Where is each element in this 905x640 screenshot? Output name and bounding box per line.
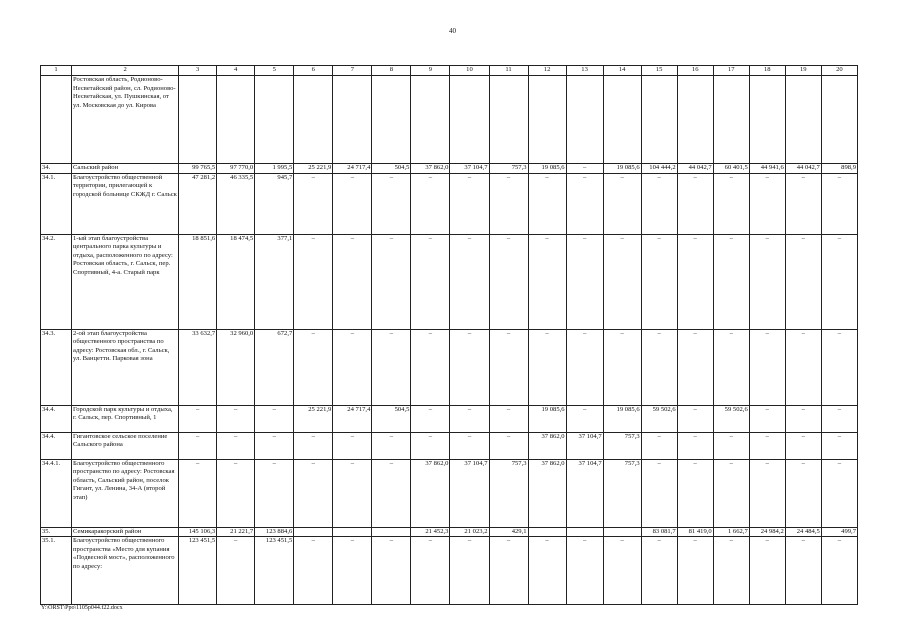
header-cell: 6 bbox=[294, 66, 333, 76]
value-cell: – bbox=[372, 173, 411, 234]
value-cell: 37 104,7 bbox=[450, 459, 489, 527]
value-cell: 83 081,7 bbox=[641, 527, 677, 537]
value-cell: – bbox=[641, 459, 677, 527]
value-cell: 81 419,0 bbox=[677, 527, 713, 537]
value-cell: – bbox=[785, 432, 821, 459]
value-cell: – bbox=[294, 459, 333, 527]
value-cell: – bbox=[372, 329, 411, 405]
budget-table bbox=[40, 65, 858, 605]
value-cell: 504,5 bbox=[372, 164, 411, 174]
header-cell: 7 bbox=[333, 66, 372, 76]
value-cell: – bbox=[528, 173, 566, 234]
value-cell: – bbox=[785, 173, 821, 234]
value-cell: – bbox=[411, 537, 450, 605]
value-cell: – bbox=[677, 329, 713, 405]
value-cell: – bbox=[566, 405, 603, 432]
value-cell: – bbox=[450, 329, 489, 405]
value-cell: – bbox=[713, 432, 749, 459]
value-cell: – bbox=[821, 432, 857, 459]
value-cell: – bbox=[566, 234, 603, 329]
value-cell: 504,5 bbox=[372, 405, 411, 432]
header-cell: 15 bbox=[641, 66, 677, 76]
value-cell: – bbox=[450, 537, 489, 605]
row-index: 34.4. bbox=[41, 405, 72, 432]
value-cell bbox=[450, 76, 489, 164]
header-row bbox=[41, 66, 858, 76]
value-cell: – bbox=[489, 234, 528, 329]
value-cell bbox=[489, 76, 528, 164]
value-cell: – bbox=[179, 405, 217, 432]
value-cell: – bbox=[566, 164, 603, 174]
value-cell: – bbox=[294, 173, 333, 234]
row-index: 34.1. bbox=[41, 173, 72, 234]
value-cell: – bbox=[333, 459, 372, 527]
value-cell bbox=[603, 527, 641, 537]
value-cell: – bbox=[294, 329, 333, 405]
value-cell: – bbox=[333, 537, 372, 605]
value-cell: 59 502,6 bbox=[641, 405, 677, 432]
value-cell bbox=[566, 527, 603, 537]
value-cell: – bbox=[566, 329, 603, 405]
value-cell: – bbox=[749, 173, 785, 234]
value-cell: – bbox=[372, 234, 411, 329]
value-cell: – bbox=[821, 329, 857, 405]
value-cell: 499,7 bbox=[821, 527, 857, 537]
value-cell: 123 451,5 bbox=[179, 537, 217, 605]
value-cell: 59 502,6 bbox=[713, 405, 749, 432]
value-cell: 757,3 bbox=[603, 432, 641, 459]
row-index: 34. bbox=[41, 164, 72, 174]
value-cell: 757,3 bbox=[489, 164, 528, 174]
value-cell bbox=[566, 76, 603, 164]
row-index: 35. bbox=[41, 527, 72, 537]
value-cell: 21 452,3 bbox=[411, 527, 450, 537]
value-cell: – bbox=[489, 432, 528, 459]
row-name: 2-ой этап благоустройства общественного пространства по адресу: Ростовская обл., г. Сальск, ул. Ванцетти. Парковая зона bbox=[72, 329, 179, 405]
table-row bbox=[41, 329, 858, 405]
page-number: 40 bbox=[449, 27, 456, 35]
value-cell: – bbox=[528, 537, 566, 605]
row-index: 34.3. bbox=[41, 329, 72, 405]
value-cell: – bbox=[641, 234, 677, 329]
value-cell: 123 451,5 bbox=[255, 537, 294, 605]
value-cell: – bbox=[255, 405, 294, 432]
row-name: 1-ый этап благоустройства центрального парка культуры и отдыха, расположенного по адресу: Ростовская область, г. Сальск, пер. Спортивный, 4-а. Старый парк bbox=[72, 234, 179, 329]
value-cell: 18 851,6 bbox=[179, 234, 217, 329]
row-index: 34.4.1. bbox=[41, 459, 72, 527]
header-cell: 3 bbox=[179, 66, 217, 76]
header-cell: 14 bbox=[603, 66, 641, 76]
value-cell: – bbox=[677, 537, 713, 605]
value-cell: – bbox=[713, 459, 749, 527]
value-cell: – bbox=[713, 234, 749, 329]
value-cell: 37 104,7 bbox=[450, 164, 489, 174]
table-row bbox=[41, 234, 858, 329]
value-cell: – bbox=[255, 432, 294, 459]
value-cell: – bbox=[821, 234, 857, 329]
value-cell: – bbox=[749, 405, 785, 432]
value-cell: – bbox=[450, 405, 489, 432]
value-cell bbox=[333, 76, 372, 164]
value-cell: 757,3 bbox=[489, 459, 528, 527]
header-cell: 20 bbox=[821, 66, 857, 76]
value-cell: 104 444,2 bbox=[641, 164, 677, 174]
row-name: Благоустройство общественного пространство по адресу: Ростовская область, Сальский район, поселок Гигант, ул. Ленина, 34-А (второй этап) bbox=[72, 459, 179, 527]
value-cell bbox=[294, 527, 333, 537]
value-cell: – bbox=[821, 173, 857, 234]
value-cell bbox=[641, 76, 677, 164]
value-cell: – bbox=[294, 537, 333, 605]
value-cell: 757,3 bbox=[603, 459, 641, 527]
value-cell: 46 335,5 bbox=[217, 173, 255, 234]
value-cell: 44 042,7 bbox=[677, 164, 713, 174]
value-cell bbox=[294, 76, 333, 164]
table-row bbox=[41, 76, 858, 164]
value-cell: 24 717,4 bbox=[333, 164, 372, 174]
header-cell: 11 bbox=[489, 66, 528, 76]
row-name: Семикаракорский район bbox=[72, 527, 179, 537]
value-cell: 18 474,5 bbox=[217, 234, 255, 329]
value-cell: 672,7 bbox=[255, 329, 294, 405]
value-cell: – bbox=[641, 173, 677, 234]
value-cell: – bbox=[677, 405, 713, 432]
value-cell: – bbox=[566, 173, 603, 234]
value-cell bbox=[603, 76, 641, 164]
value-cell: – bbox=[641, 329, 677, 405]
value-cell: 37 104,7 bbox=[566, 432, 603, 459]
value-cell: – bbox=[411, 234, 450, 329]
value-cell: – bbox=[489, 329, 528, 405]
value-cell: – bbox=[217, 405, 255, 432]
value-cell: – bbox=[677, 234, 713, 329]
value-cell bbox=[333, 527, 372, 537]
header-cell: 19 bbox=[785, 66, 821, 76]
value-cell: 24 717,4 bbox=[333, 405, 372, 432]
value-cell bbox=[528, 76, 566, 164]
value-cell: – bbox=[372, 537, 411, 605]
value-cell: – bbox=[785, 405, 821, 432]
value-cell: – bbox=[528, 234, 566, 329]
value-cell: – bbox=[217, 537, 255, 605]
value-cell: – bbox=[785, 537, 821, 605]
value-cell: 898,9 bbox=[821, 164, 857, 174]
value-cell: 97 770,0 bbox=[217, 164, 255, 174]
value-cell: – bbox=[821, 405, 857, 432]
value-cell: – bbox=[785, 329, 821, 405]
value-cell bbox=[821, 76, 857, 164]
value-cell: 25 221,9 bbox=[294, 405, 333, 432]
value-cell: 19 085,6 bbox=[528, 405, 566, 432]
value-cell bbox=[713, 76, 749, 164]
value-cell: – bbox=[713, 173, 749, 234]
value-cell: – bbox=[821, 459, 857, 527]
table-row bbox=[41, 405, 858, 432]
table-row bbox=[41, 459, 858, 527]
value-cell: – bbox=[217, 432, 255, 459]
value-cell: – bbox=[372, 459, 411, 527]
footer-file-path: Y:\ORST\Ppo\1105p044.f22.docx bbox=[41, 605, 123, 611]
value-cell: – bbox=[333, 234, 372, 329]
value-cell: – bbox=[749, 537, 785, 605]
value-cell bbox=[677, 76, 713, 164]
value-cell: – bbox=[179, 459, 217, 527]
value-cell: – bbox=[749, 459, 785, 527]
value-cell: – bbox=[713, 329, 749, 405]
value-cell: – bbox=[489, 405, 528, 432]
value-cell: – bbox=[450, 234, 489, 329]
value-cell: 37 862,0 bbox=[528, 459, 566, 527]
value-cell: – bbox=[677, 432, 713, 459]
value-cell: – bbox=[603, 173, 641, 234]
value-cell: 47 281,2 bbox=[179, 173, 217, 234]
row-name: Ростовская область, Родионово-Несветайский район, сл. Родионово-Несветайская, ул. Пушкинская, от ул. Московская до ул. Кирова bbox=[72, 76, 179, 164]
row-name: Благоустройство общественной территории, прилегающей к городской больнице СКЖД г. Сальск bbox=[72, 173, 179, 234]
value-cell: 99 765,5 bbox=[179, 164, 217, 174]
table-row bbox=[41, 527, 858, 537]
value-cell bbox=[179, 76, 217, 164]
value-cell: 145 106,3 bbox=[179, 527, 217, 537]
value-cell bbox=[372, 76, 411, 164]
value-cell: – bbox=[294, 432, 333, 459]
value-cell: 44 941,6 bbox=[749, 164, 785, 174]
row-name: Гигантовское сельское поселение Сальского района bbox=[72, 432, 179, 459]
value-cell: – bbox=[333, 173, 372, 234]
value-cell: – bbox=[217, 459, 255, 527]
value-cell: – bbox=[411, 329, 450, 405]
header-cell: 2 bbox=[72, 66, 179, 76]
value-cell: – bbox=[566, 537, 603, 605]
header-cell: 17 bbox=[713, 66, 749, 76]
value-cell: 32 960,0 bbox=[217, 329, 255, 405]
value-cell: – bbox=[450, 173, 489, 234]
value-cell: – bbox=[450, 432, 489, 459]
value-cell bbox=[785, 76, 821, 164]
value-cell: – bbox=[179, 432, 217, 459]
header-cell: 8 bbox=[372, 66, 411, 76]
table-row bbox=[41, 432, 858, 459]
value-cell: – bbox=[603, 329, 641, 405]
row-name: Городской парк культуры и отдыха, г. Сальск, пер. Спортивный, 1 bbox=[72, 405, 179, 432]
row-index bbox=[41, 76, 72, 164]
value-cell: – bbox=[821, 537, 857, 605]
value-cell bbox=[411, 76, 450, 164]
table-row bbox=[41, 164, 858, 174]
value-cell: – bbox=[641, 537, 677, 605]
row-index: 34.4. bbox=[41, 432, 72, 459]
value-cell: 429,1 bbox=[489, 527, 528, 537]
value-cell: – bbox=[372, 432, 411, 459]
value-cell: – bbox=[411, 173, 450, 234]
value-cell: 1 662,7 bbox=[713, 527, 749, 537]
header-cell: 12 bbox=[528, 66, 566, 76]
value-cell: 24 984,2 bbox=[749, 527, 785, 537]
value-cell: – bbox=[749, 329, 785, 405]
header-cell: 9 bbox=[411, 66, 450, 76]
value-cell bbox=[749, 76, 785, 164]
table-row bbox=[41, 173, 858, 234]
header-cell: 4 bbox=[217, 66, 255, 76]
row-name: Сальский район bbox=[72, 164, 179, 174]
value-cell: – bbox=[603, 234, 641, 329]
value-cell: – bbox=[528, 329, 566, 405]
value-cell: 19 085,6 bbox=[603, 164, 641, 174]
value-cell: – bbox=[785, 234, 821, 329]
value-cell: – bbox=[333, 329, 372, 405]
value-cell: – bbox=[411, 432, 450, 459]
header-cell: 10 bbox=[450, 66, 489, 76]
value-cell: – bbox=[333, 432, 372, 459]
header-cell: 5 bbox=[255, 66, 294, 76]
value-cell: 44 042,7 bbox=[785, 164, 821, 174]
value-cell: 37 862,0 bbox=[528, 432, 566, 459]
value-cell: 24 484,5 bbox=[785, 527, 821, 537]
value-cell: 377,1 bbox=[255, 234, 294, 329]
value-cell: – bbox=[489, 537, 528, 605]
value-cell: 21 221,7 bbox=[217, 527, 255, 537]
value-cell: – bbox=[713, 537, 749, 605]
value-cell: 19 085,6 bbox=[528, 164, 566, 174]
header-cell: 16 bbox=[677, 66, 713, 76]
value-cell: – bbox=[411, 405, 450, 432]
value-cell: 1 995,5 bbox=[255, 164, 294, 174]
value-cell bbox=[217, 76, 255, 164]
row-index: 35.1. bbox=[41, 537, 72, 605]
value-cell: – bbox=[749, 234, 785, 329]
value-cell: – bbox=[641, 432, 677, 459]
value-cell: 123 884,6 bbox=[255, 527, 294, 537]
value-cell: – bbox=[603, 537, 641, 605]
value-cell: – bbox=[785, 459, 821, 527]
value-cell: 37 104,7 bbox=[566, 459, 603, 527]
value-cell: 60 401,5 bbox=[713, 164, 749, 174]
value-cell bbox=[528, 527, 566, 537]
value-cell: – bbox=[255, 459, 294, 527]
value-cell: 25 221,9 bbox=[294, 164, 333, 174]
row-index: 34.2. bbox=[41, 234, 72, 329]
value-cell bbox=[372, 527, 411, 537]
value-cell: 37 862,0 bbox=[411, 459, 450, 527]
header-cell: 18 bbox=[749, 66, 785, 76]
value-cell bbox=[255, 76, 294, 164]
value-cell: – bbox=[294, 234, 333, 329]
value-cell: 21 023,2 bbox=[450, 527, 489, 537]
header-cell: 13 bbox=[566, 66, 603, 76]
value-cell: – bbox=[489, 173, 528, 234]
value-cell: – bbox=[677, 173, 713, 234]
value-cell: 19 085,6 bbox=[603, 405, 641, 432]
header-cell: 1 bbox=[41, 66, 72, 76]
value-cell: 33 632,7 bbox=[179, 329, 217, 405]
value-cell: 37 862,0 bbox=[411, 164, 450, 174]
value-cell: – bbox=[749, 432, 785, 459]
row-name: Благоустройство общественного пространства «Место для купания «Подвесной мост», расположенного по адресу: bbox=[72, 537, 179, 605]
value-cell: 945,7 bbox=[255, 173, 294, 234]
value-cell: – bbox=[677, 459, 713, 527]
table-row bbox=[41, 537, 858, 605]
